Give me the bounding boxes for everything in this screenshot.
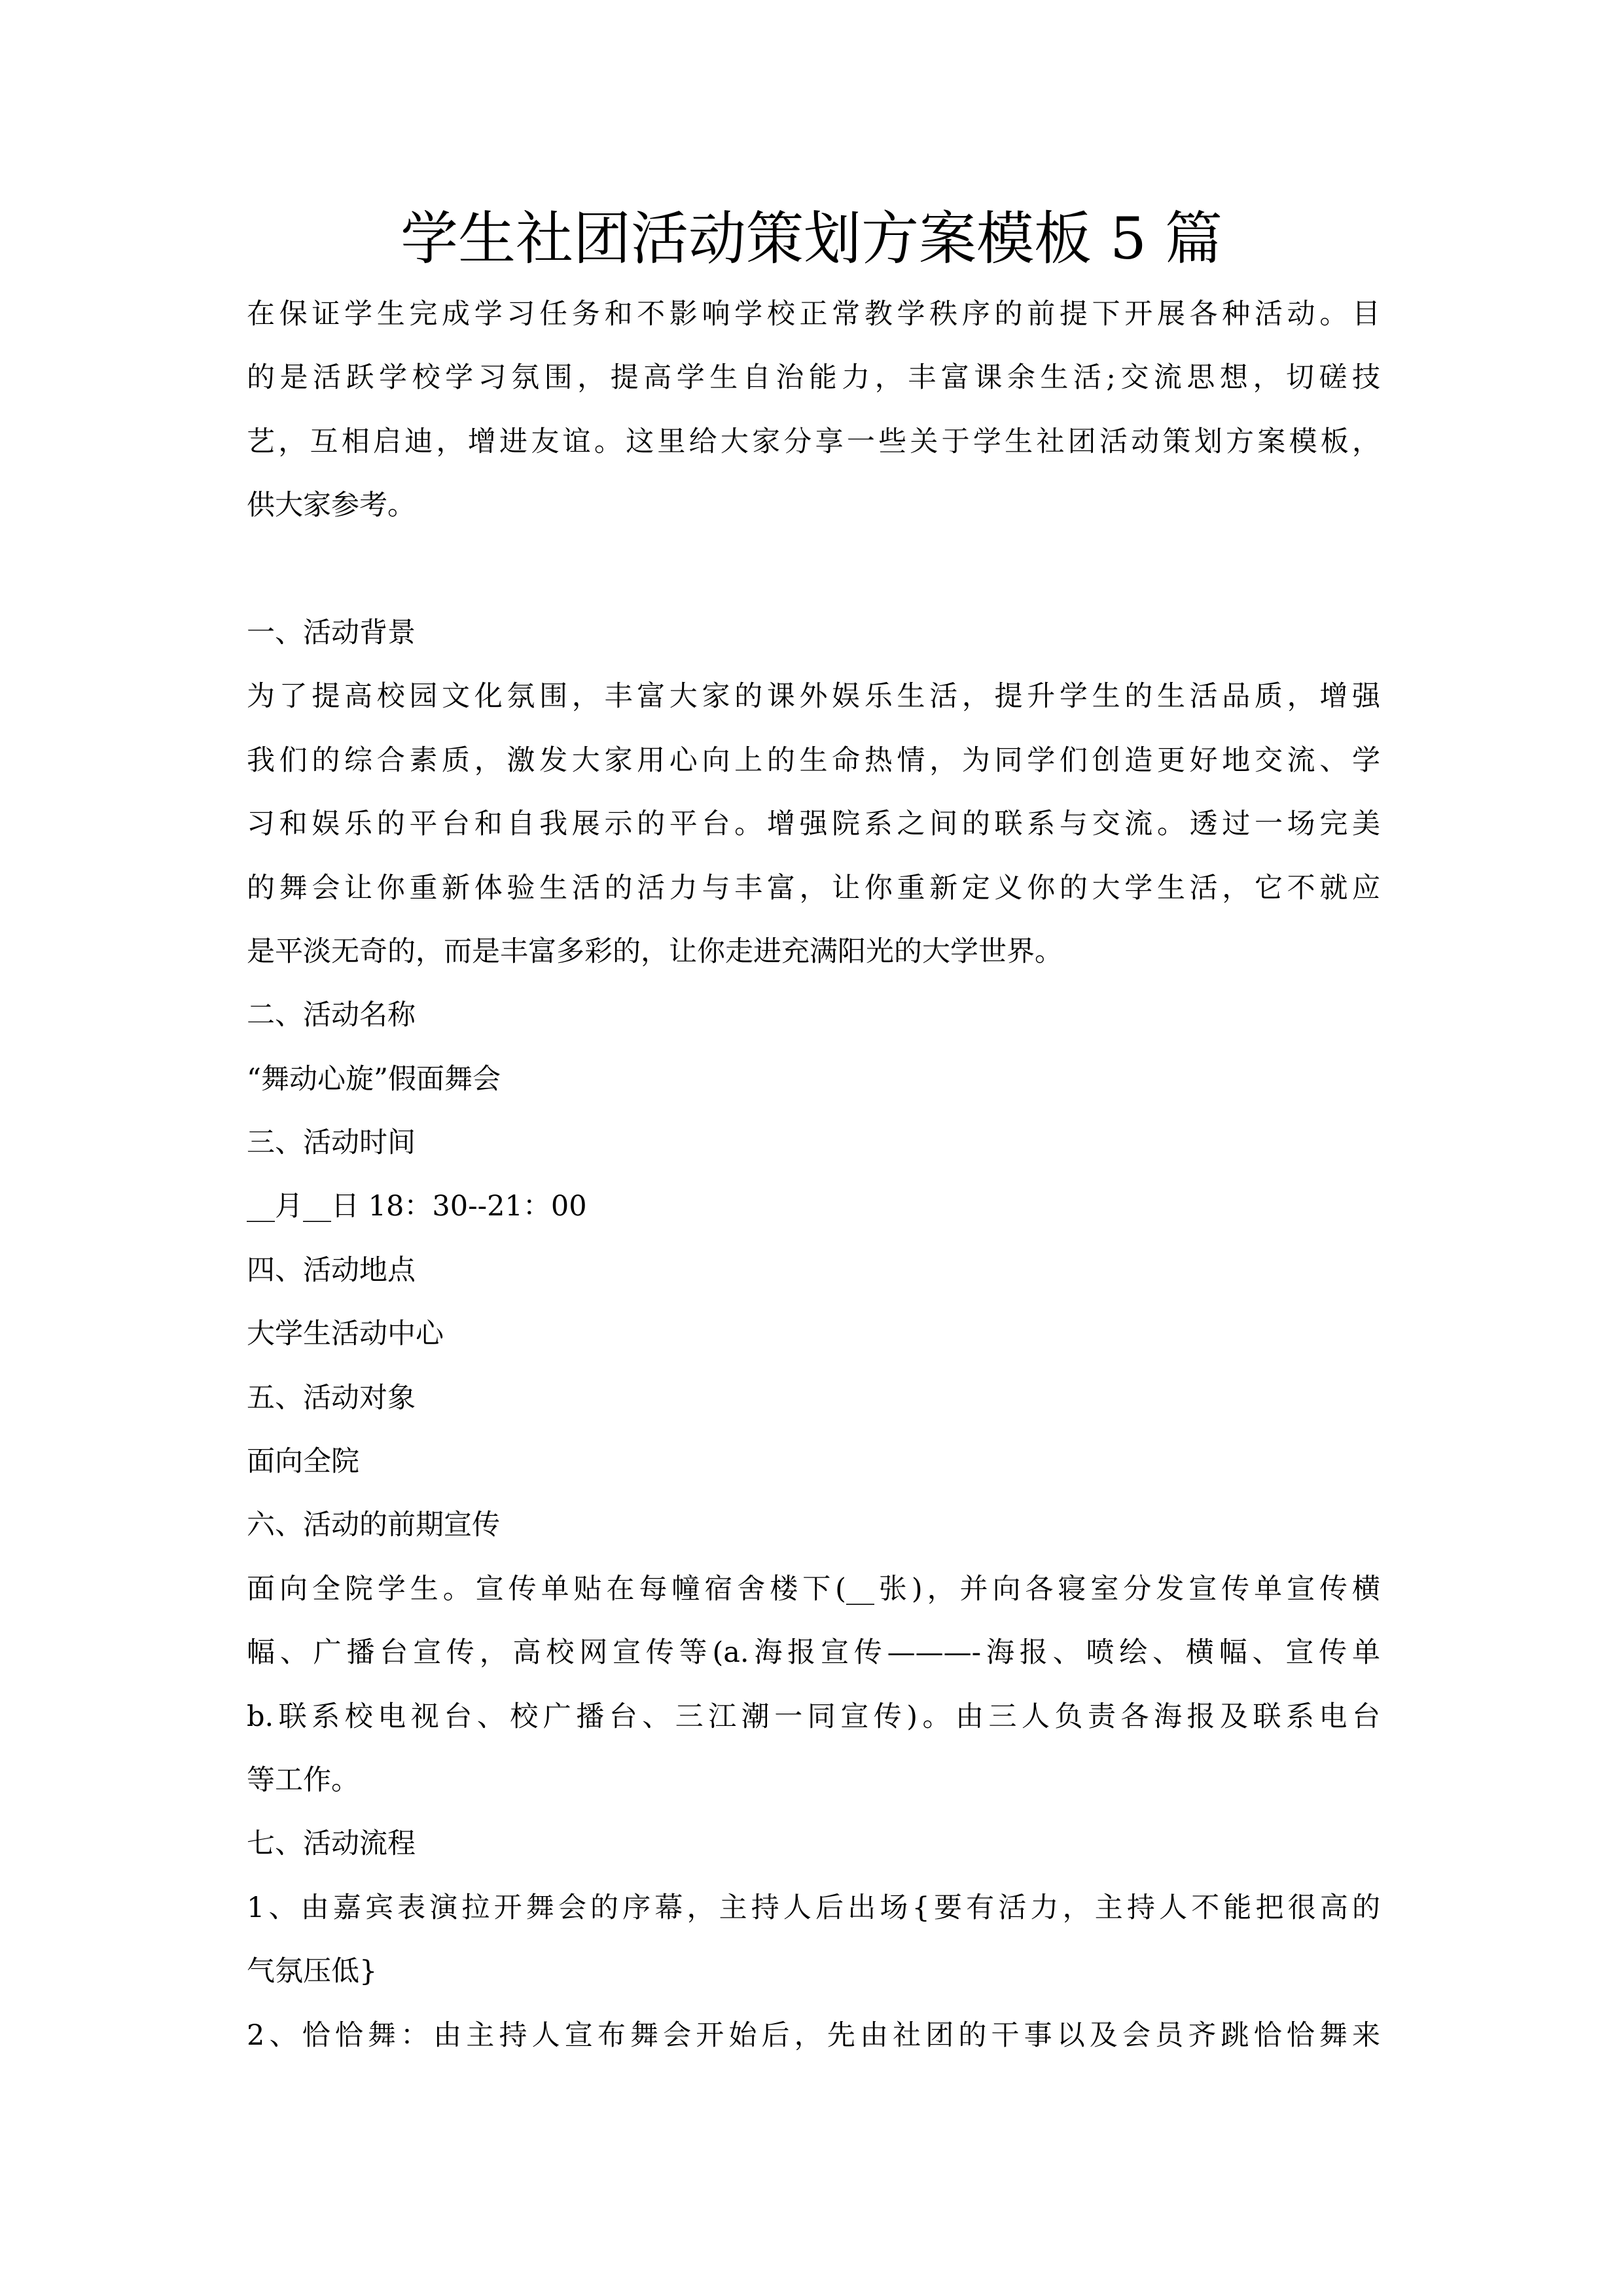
intro-line: 的是活跃学校学习氛围，提高学生自治能力，丰富课余生活;交流思想，切磋技 [247, 361, 1380, 395]
paragraph-line: 1、由嘉宾表演拉开舞会的序幕，主持人后出场{要有活力，主持人不能把很高的 [247, 1891, 1380, 1924]
intro-line: 供大家参考。 [247, 489, 416, 522]
paragraph-line: 气氛压低} [247, 1955, 378, 1988]
section-heading-process: 七、活动流程 [247, 1827, 416, 1861]
paragraph-line: 我们的综合素质，激发大家用心向上的生命热情，为同学们创造更好地交流、学 [247, 744, 1380, 777]
paragraph-line: 等工作。 [247, 1763, 359, 1797]
paragraph-line: 面向全院学生。宣传单贴在每幢宿舍楼下(__张)，并向各寝室分发宣传单宣传横 [247, 1572, 1380, 1605]
paragraph-line: 大学生活动中心 [247, 1318, 444, 1351]
paragraph-line: 习和娱乐的平台和自我展示的平台。增强院系之间的联系与交流。透过一场完美 [247, 808, 1380, 841]
paragraph-line: 是平淡无奇的，而是丰富多彩的，让你走进充满阳光的大学世界。 [247, 935, 1063, 968]
intro-line: 艺，互相启迪，增进友谊。这里给大家分享一些关于学生社团活动策划方案模板， [247, 425, 1380, 458]
paragraph-line: 幅、广播台宣传，高校网宣传等(a.海报宣传———-海报、喷绘、横幅、宣传单 [247, 1636, 1380, 1670]
section-heading-name: 二、活动名称 [247, 999, 416, 1032]
intro-line: 在保证学生完成学习任务和不影响学校正常教学秩序的前提下开展各种活动。目 [247, 298, 1380, 331]
paragraph-line: “舞动心旋”假面舞会 [247, 1062, 501, 1096]
section-heading-time: 三、活动时间 [247, 1126, 416, 1160]
paragraph-line: 2、恰恰舞：由主持人宣布舞会开始后，先由社团的干事以及会员齐跳恰恰舞来 [247, 2018, 1380, 2052]
section-heading-audience: 五、活动对象 [247, 1381, 416, 1414]
paragraph-line: b.联系校电视台、校广播台、三江潮一同宣传)。由三人负责各海报及联系电台 [247, 1700, 1380, 1733]
section-heading-location: 四、活动地点 [247, 1253, 416, 1287]
section-heading-promotion: 六、活动的前期宣传 [247, 1509, 500, 1542]
paragraph-line: 面向全院 [247, 1445, 359, 1479]
document-body [247, 283, 1380, 2068]
paragraph-line: 的舞会让你重新体验生活的活力与丰富，让你重新定义你的大学生活，它不就应 [247, 871, 1380, 905]
section-heading-background: 一、活动背景 [247, 616, 416, 649]
paragraph-line: 为了提高校园文化氛围，丰富大家的课外娱乐生活，提升学生的生活品质，增强 [247, 680, 1380, 713]
document-title: 学生社团活动策划方案模板 5 篇 [401, 205, 1222, 272]
blank-line [247, 538, 1380, 601]
paragraph-line: __月__日 18：30--21：00 [247, 1190, 587, 1223]
